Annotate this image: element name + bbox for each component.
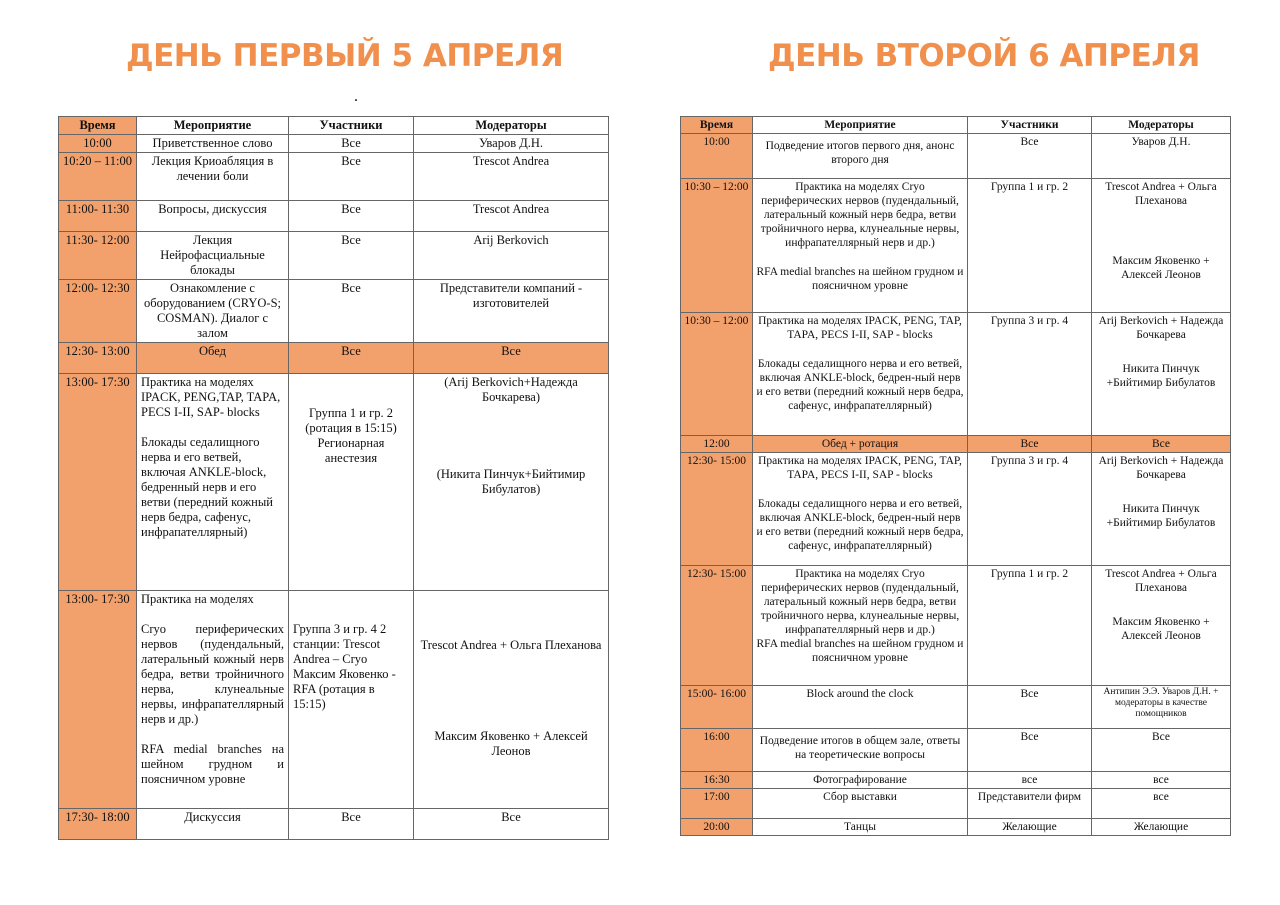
event-heading: Практика на моделях [141,375,254,389]
time-cell: 10:30 – 12:00 [681,179,753,313]
moderators-cell: Все [1092,729,1231,772]
lunch-row [59,343,609,374]
time-cell: 10:30 – 12:00 [681,313,753,436]
table-row [681,453,1231,566]
moderators-cell [414,374,609,591]
moderators-group-1: Trescot Andrea + Ольга Плеханова [1105,181,1217,207]
header-event: Мероприятие [137,117,289,135]
moderators-cell: Trescot Andrea [414,153,609,201]
participants-cell: Все [289,153,414,201]
header-time: Время [59,117,137,135]
event-heading: Практика на моделях IPACK, PENG, TAP, TAPA, PECS I-II, SAP - blocks [758,455,962,481]
event-cell [753,313,968,436]
event-cell: Подведение итогов в общем зале, ответы на теоретические вопросы [753,729,968,772]
moderators-group-1: (Arij Berkovich+Надежда Бочкарева) [444,375,578,404]
time-cell: 10:00 [681,134,753,179]
participants-cell: Группа 3 и гр. 4 2 станции: Trescot Andrea – Cryo Максим Яковенко - RFA (ротация в 15:15) [289,591,414,809]
time-cell: 16:30 [681,772,753,789]
participants-cell: Все [289,809,414,840]
time-cell: 20:00 [681,819,753,836]
table-row [681,729,1231,772]
participants-cell: Группа 3 и гр. 4 [968,453,1092,566]
table-row [59,591,609,809]
time-cell: 13:00- 17:30 [59,374,137,591]
moderators-cell [1092,313,1231,436]
event-rfa: RFA medial branches на шейном грудном и поясничном уровне [141,742,284,786]
moderators-cell: Уваров Д.Н. [414,135,609,153]
time-cell: 12:00 [681,436,753,453]
participants-cell: Все [968,134,1092,179]
table-header-row [59,117,609,135]
table-row [59,153,609,201]
moderators-cell: Arij Berkovich [414,232,609,280]
event-details: Блокады седалищного нерва и его ветвей, включая ANKLE-block, бедренный нерв и его ветви (передний кожный нерв бедра, сафенус, инфрапателлярный) [141,435,273,539]
time-cell: 10:00 [59,135,137,153]
table-row [681,772,1231,789]
time-cell: 10:20 – 11:00 [59,153,137,201]
table-row [59,135,609,153]
time-cell: 17:00 [681,789,753,819]
header-time: Время [681,117,753,134]
time-cell: 16:00 [681,729,753,772]
table-row [59,280,609,343]
day2-schedule-table [680,116,1231,836]
participants-cell: Группа 3 и гр. 4 [968,313,1092,436]
header-participants: Участники [289,117,414,135]
event-cell [137,374,289,591]
participants-cell: Представители фирм [968,789,1092,819]
moderators-group-2: (Никита Пинчук+Бийтимир Бибулатов) [436,467,586,496]
participants-cell: Желающие [968,819,1092,836]
event-heading: Практика на моделях [141,592,254,606]
time-cell: 12:30- 15:00 [681,453,753,566]
table-row [59,232,609,280]
lunch-row [681,436,1231,453]
moderators-cell: все [1092,789,1231,819]
moderators-cell: Все [414,809,609,840]
time-cell: 11:00- 11:30 [59,201,137,232]
event-cell: Лекция Криоабляция в лечении боли [137,153,289,201]
event-cell: Сбор выставки [753,789,968,819]
stray-dot: . [354,88,358,105]
header-event: Мероприятие [753,117,968,134]
event-rfa: RFA medial branches на шейном грудном и поясничном уровне [756,638,964,664]
participants-cell: Все [968,729,1092,772]
moderators-cell [414,591,609,809]
table-row [681,566,1231,686]
header-participants: Участники [968,117,1092,134]
event-cell: Обед [137,343,289,374]
event-rfa: RFA medial branches на шейном грудном и поясничном уровне [756,266,964,292]
table-row [681,686,1231,729]
header-moderators: Модераторы [1092,117,1231,134]
table-header-row [681,117,1231,134]
moderators-cell: Trescot Andrea [414,201,609,232]
event-cell: Дискуссия [137,809,289,840]
event-cell: Фотографирование [753,772,968,789]
moderators-cell: Представители компаний - изготовителей [414,280,609,343]
participants-cell: Все [968,436,1092,453]
moderators-group-2: Никита Пинчук +Бийтимир Бибулатов [1106,363,1216,389]
event-cell: Вопросы, дискуссия [137,201,289,232]
event-cell [753,566,968,686]
participants-cell: Группа 1 и гр. 2 (ротация в 15:15) Регионарная анестезия [289,374,414,591]
moderators-group-1: Trescot Andrea + Ольга Плеханова [420,638,602,652]
event-cell [753,179,968,313]
day2-title: ДЕНЬ ВТОРОЙ 6 АПРЕЛЯ [768,38,1200,74]
moderators-cell: Все [1092,436,1231,453]
moderators-group-1: Arij Berkovich + Надежда Бочкарева [1098,315,1224,341]
header-moderators: Модераторы [414,117,609,135]
table-row [681,179,1231,313]
event-blocks: IPACK, PENG,TAP, TAPA, PECS I-II, SAP- blocks [141,390,281,419]
moderators-cell: Уваров Д.Н. [1092,134,1231,179]
event-cell [137,591,289,809]
participants-cell: Группа 1 и гр. 2 [968,566,1092,686]
participants-cell: Все [289,343,414,374]
moderators-group-2: Максим Яковенко + Алексей Леонов [1112,255,1210,281]
moderators-group-1: Arij Berkovich + Надежда Бочкарева [1098,455,1224,481]
table-row [681,313,1231,436]
participants-cell: Все [289,280,414,343]
table-row [681,134,1231,179]
event-cell [753,453,968,566]
time-cell: 13:00- 17:30 [59,591,137,809]
moderators-cell: Антипин Э.Э. Уваров Д.Н. + модераторы в качестве помощников [1092,686,1231,729]
time-cell: 12:30- 15:00 [681,566,753,686]
event-cell: Лекция Нейрофасциальные блокады [137,232,289,280]
event-cell: Танцы [753,819,968,836]
event-cell: Приветственное слово [137,135,289,153]
moderators-group-1: Trescot Andrea + Ольга Плеханова [1105,568,1217,594]
table-row [59,809,609,840]
event-cell: Ознакомление с оборудованием (CRYO-S; COSMAN). Диалог с залом [137,280,289,343]
event-heading: Практика на моделях Cryo периферических нервов (пудендальный, латеральный кожный нерв бедра, ветви тройничного нерва, клунеальные нервы, инфрапателлярный нерв и др.) [760,181,960,249]
day1-title: ДЕНЬ ПЕРВЫЙ 5 АПРЕЛЯ [126,38,564,74]
event-cell: Обед + ротация [753,436,968,453]
time-cell: 15:00- 16:00 [681,686,753,729]
moderators-cell: Все [414,343,609,374]
table-row [59,201,609,232]
participants-cell: Все [289,232,414,280]
day1-schedule-table [58,116,609,840]
moderators-group-2: Никита Пинчук +Бийтимир Бибулатов [1106,503,1216,529]
table-row [681,789,1231,819]
time-cell: 11:30- 12:00 [59,232,137,280]
participants-cell: Все [289,201,414,232]
moderators-cell: Желающие [1092,819,1231,836]
event-cell: Block around the clock [753,686,968,729]
event-heading: Практика на моделях IPACK, PENG, TAP, TAPA, PECS I-II, SAP - blocks [758,315,962,341]
event-details: Блокады седалищного нерва и его ветвей, включая ANKLE-block, бедрен-ный нерв и его ветви (передний кожный нерв бедра, сафенус, инфрапателлярный) [756,358,964,412]
participants-cell: все [968,772,1092,789]
moderators-group-2: Максим Яковенко + Алексей Леонов [434,729,588,758]
moderators-group-2: Максим Яковенко + Алексей Леонов [1112,616,1210,642]
event-details: Cryo периферических нервов (пудендальный, латеральный кожный нерв бедра, ветви тройничного нерва, клунеальные нервы, инфрапателлярный нерв и др.) [141,622,284,726]
participants-cell: Все [968,686,1092,729]
moderators-cell [1092,179,1231,313]
time-cell: 12:30- 13:00 [59,343,137,374]
table-row [681,819,1231,836]
time-cell: 12:00- 12:30 [59,280,137,343]
event-heading: Практика на моделях Cryo периферических нервов (пудендальный, латеральный кожный нерв бедра, ветви тройничного нерва, клунеальные нервы, инфрапателлярный нерв и др.) [760,568,960,636]
time-cell: 17:30- 18:00 [59,809,137,840]
participants-cell: Все [289,135,414,153]
moderators-cell: все [1092,772,1231,789]
participants-cell: Группа 1 и гр. 2 [968,179,1092,313]
event-details: Блокады седалищного нерва и его ветвей, включая ANKLE-block, бедрен-ный нерв и его ветви (передний кожный нерв бедра, сафенус, инфрапателлярный) [756,498,964,552]
moderators-cell [1092,453,1231,566]
moderators-cell [1092,566,1231,686]
table-row [59,374,609,591]
event-cell: Подведение итогов первого дня, анонс второго дня [753,134,968,179]
